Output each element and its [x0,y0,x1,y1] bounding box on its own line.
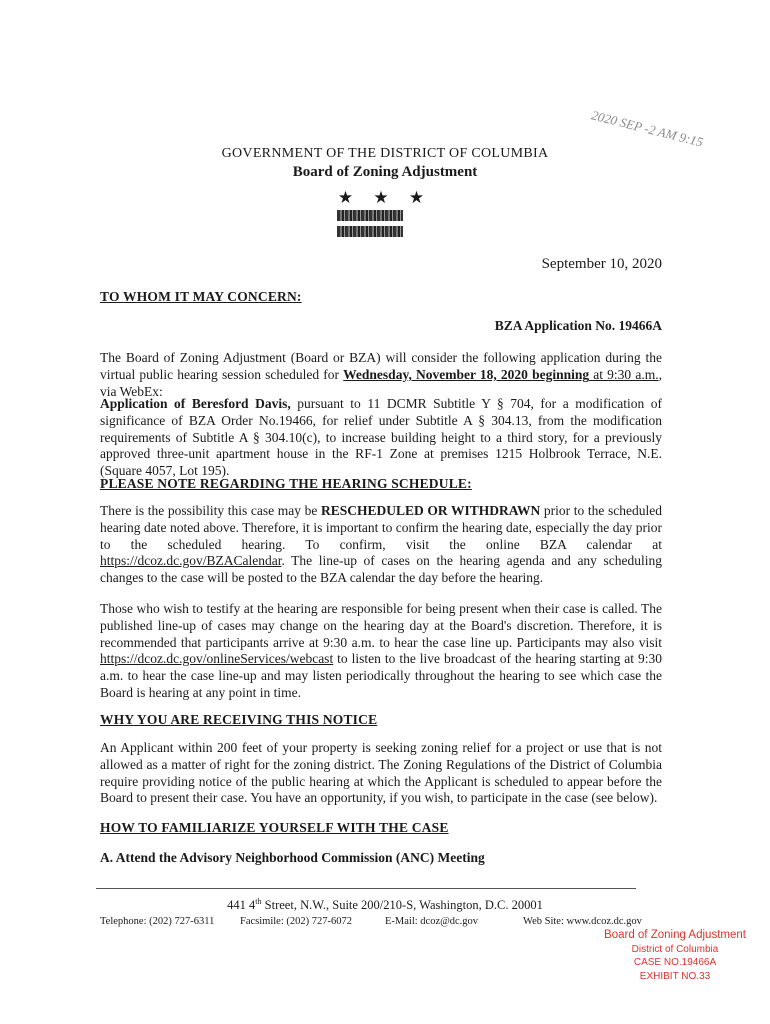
application-paragraph [100,396,662,480]
flag-stripe-icon [337,210,403,221]
stamp-line: 2020 SEP -2 AM 9:15 [590,107,705,150]
testify-text: to listen to the live broadcast of the hearing starting at 9:30 a.m. to hear the case line-up and may listen periodically throughout the hearing to see which case the Board is hearing at any point in time. [100,651,662,700]
exhibit-number: EXHIBIT NO.33 [639,970,711,982]
application-number: BZA Application No. 19466A [494,318,662,333]
applicant-name: Application of Beresford Davis, [100,396,291,411]
website[interactable]: Web Site: www.dcoz.dc.gov [523,916,642,927]
schedule-paragraph [100,503,662,587]
intro-text: The Board of Zoning Adjustment (Board or BZA) will consider the following application during the virtual public hearing session scheduled for [100,350,662,382]
office-address [150,897,620,913]
flag-stripe-icon [337,226,403,237]
address-street: Street, N.W., Suite 200/210-S, Washington, D.C. 20001 [261,898,543,913]
anc-meeting-subheading: A. Attend the Advisory Neighborhood Commission (ANC) Meeting [100,850,485,865]
intro-paragraph [100,350,662,400]
exhibit-district: District of Columbia [631,943,719,955]
email[interactable]: E-Mail: dcoz@dc.gov [385,916,479,927]
address-number: 441 4 [227,898,256,913]
facsimile: Facsimile: (202) 727-6072 [240,916,352,927]
exhibit-case: CASE NO.19466A [633,957,717,968]
telephone: Telephone: (202) 727-6311 [100,916,215,927]
application-text: pursuant to 11 DCMR Subtitle Y § 704, for a modification of significance of BZA Order No.19466, for relief under Subtitle A § 304.13, from the modification requirements of Subtitle A § 304.10(c), to increase building height to a third story, for a previously approved three-unit apartment house in the RF-1 Zone at premises 1215 Holbrook Terrace, N.E. (Square 4057, Lot 195). [100,396,662,479]
why-heading: WHY YOU ARE RECEIVING THIS NOTICE [100,712,378,727]
board-title: Board of Zoning Adjustment [292,164,478,180]
government-title: GOVERNMENT OF THE DISTRICT OF COLUMBIA [221,146,549,161]
schedule-text: . The line-up of cases on the hearing agenda and any scheduling changes to the case will be posted to the BZA calendar the day before the hearing. [100,553,662,586]
testify-paragraph [100,601,662,702]
familiarize-heading: HOW TO FAMILIARIZE YOURSELF WITH THE CASE [100,820,449,835]
schedule-heading: PLEASE NOTE REGARDING THE HEARING SCHEDULE: [100,476,472,491]
why-paragraph: An Applicant within 200 feet of your property is seeking zoning relief for a project or use that is not allowed as a matter of right for the zoning district. The Zoning Regulations of the District of Columbia require providing notice of the public hearing at which the Applicant is scheduled to appear before the Board to present their case. You have an opportunity, if you wish, to participate in the case (see below). [100,740,662,806]
webcast-link[interactable]: https://dcoz.dc.gov/onlineServices/webcast [100,651,334,667]
letter-date: September 10, 2020 [541,256,662,272]
rescheduled-warning: RESCHEDULED OR WITHDRAWN [320,503,541,518]
address-suffix: th [255,897,262,906]
footer-divider [96,888,636,889]
bza-calendar-link[interactable]: https://dcoz.dc.gov/BZACalendar [100,553,282,569]
exhibit-stamp [560,929,770,983]
hearing-date: Wednesday, November 18, 2020 beginning [343,366,590,382]
testify-text: Those who wish to testify at the hearing are responsible for being present when their case is called. The published line-up of cases may change on the hearing day at the Board's discretion. Therefore, it is recommended that participants arrive at 9:30 a.m. to hear the case line up. Participants may also visit [100,601,662,650]
hearing-time: at 9:30 a.m. [589,366,659,382]
exhibit-board: Board of Zoning Adjustment [604,929,746,941]
stars-icon: ★ ★ ★ [337,188,433,207]
salutation: TO WHOM IT MAY CONCERN: [100,289,302,304]
received-stamp [590,106,705,151]
schedule-text: prior to the scheduled hearing date noted above. Therefore, it is important to confirm the hearing date, especially the day prior to the scheduled hearing. To confirm, visit the online BZA calendar at [100,503,663,552]
intro-text-end: , via WebEx: [100,366,662,399]
schedule-text: There is the possibility this case may be [100,503,321,518]
